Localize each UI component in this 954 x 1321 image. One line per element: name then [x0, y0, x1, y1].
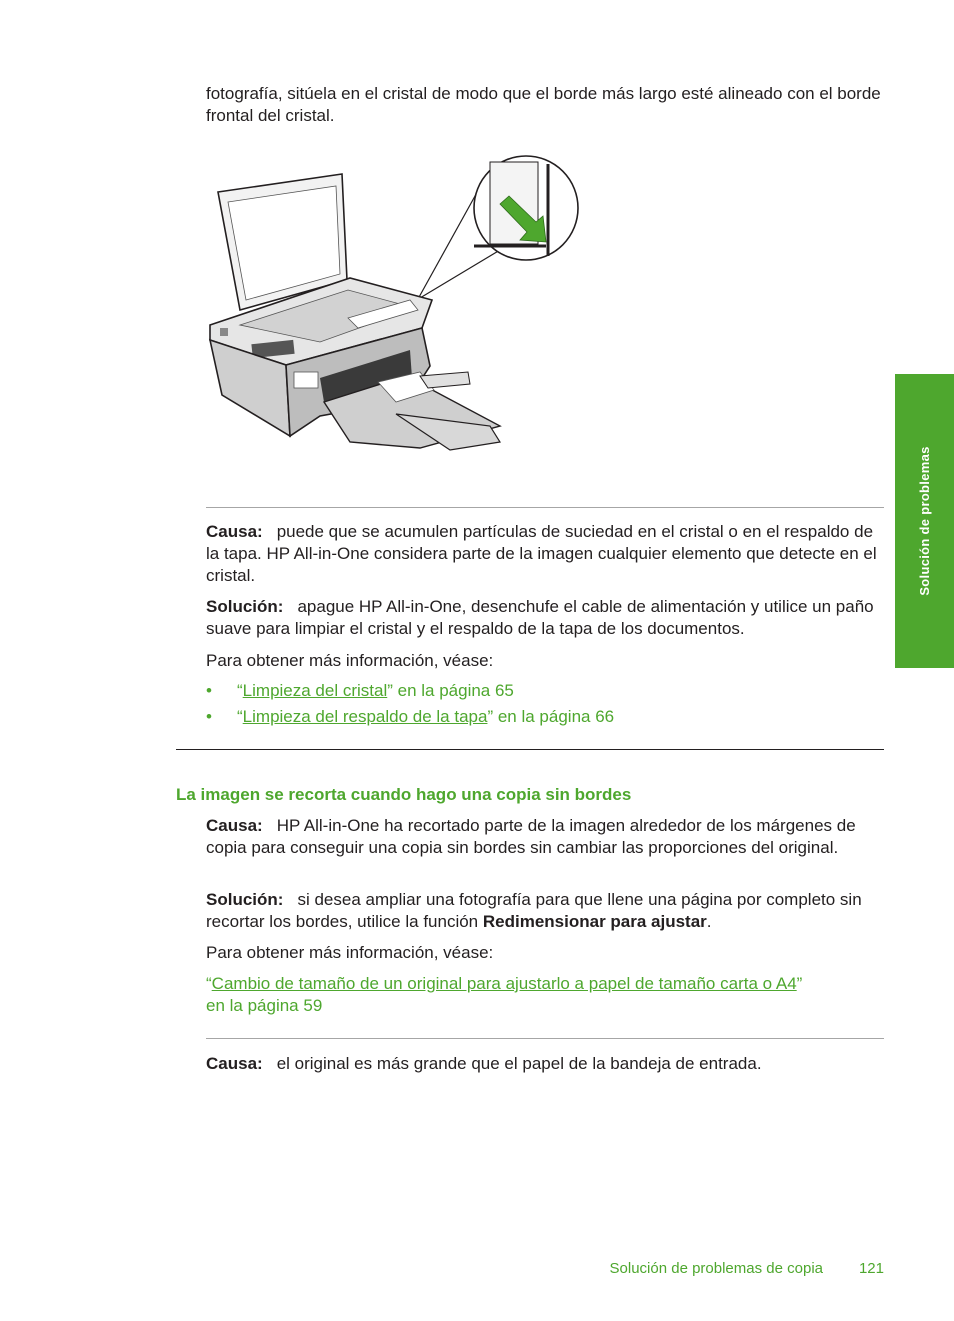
solution-paragraph [206, 889, 886, 933]
quote-open: “ [237, 681, 243, 700]
cause-paragraph [206, 1053, 886, 1075]
cause-paragraph [206, 815, 886, 859]
cause-paragraph [206, 521, 886, 587]
link-cambio-tamano[interactable]: Cambio de tamaño de un original para ajustarlo a papel de tamaño carta o A4 [211, 974, 797, 993]
page-ref: en la página 59 [206, 996, 323, 1015]
side-tab-label: Solución de problemas [916, 446, 932, 596]
quote-open: “ [237, 707, 243, 726]
cause-label: Causa: [206, 1054, 263, 1073]
more-info-text: Para obtener más información, véase: [206, 651, 494, 670]
page-number: 121 [858, 1260, 884, 1277]
solution-text: si desea ampliar una fotografía para que llene una página por completo sin recortar los bordes, utilice la función [206, 890, 862, 931]
solution-paragraph [206, 596, 886, 640]
bullet: • [206, 681, 212, 700]
divider [206, 507, 884, 508]
chapter-side-tab [895, 374, 954, 668]
cause-label: Causa: [206, 522, 263, 541]
footer-section-title: Solución de problemas de copia [609, 1260, 823, 1277]
solution-label: Solución: [206, 890, 284, 909]
page-ref: ” en la página 65 [387, 681, 514, 700]
link-limpieza-cristal[interactable]: Limpieza del cristal [242, 681, 388, 700]
list-item [206, 680, 886, 706]
list-item [206, 706, 886, 732]
intro-paragraph: fotografía, sitúela en el cristal de modo que el borde más largo esté alineado con el borde frontal del cristal. [206, 84, 881, 125]
cause-label: Causa: [206, 816, 263, 835]
solution-label: Solución: [206, 597, 284, 616]
more-info-text: Para obtener más información, véase: [206, 943, 494, 962]
page-ref: ” en la página 66 [487, 707, 615, 726]
printer-scanner-illustration [200, 150, 590, 460]
section-divider [176, 749, 884, 750]
cause-text: puede que se acumulen partículas de suciedad en el cristal o en el respaldo de la tapa. HP All-in-One considera parte de la imagen cualquier elemento que detecte en el cristal. [206, 522, 877, 585]
link-limpieza-respaldo[interactable]: Limpieza del respaldo de la tapa [242, 707, 488, 726]
section-heading: La imagen se recorta cuando hago una copia sin bordes [176, 785, 632, 804]
divider [206, 1038, 884, 1039]
solution-text-end: . [706, 912, 712, 931]
feature-name: Redimensionar para ajustar [482, 912, 707, 931]
reference-paragraph [206, 973, 886, 1017]
solution-text: apague HP All-in-One, desenchufe el cable de alimentación y utilice un paño suave para limpiar el cristal y el respaldo de la tapa de los documentos. [206, 597, 874, 638]
bullet: • [206, 707, 212, 726]
quote-open: “ [206, 974, 212, 993]
cause-text: el original es más grande que el papel de la bandeja de entrada. [276, 1054, 762, 1073]
quote-close: ” [796, 974, 803, 993]
cause-text: HP All-in-One ha recortado parte de la imagen alrededor de los márgenes de copia para conseguir una copia sin bordes sin cambiar las proporciones del original. [206, 816, 856, 857]
reference-list [206, 680, 886, 732]
